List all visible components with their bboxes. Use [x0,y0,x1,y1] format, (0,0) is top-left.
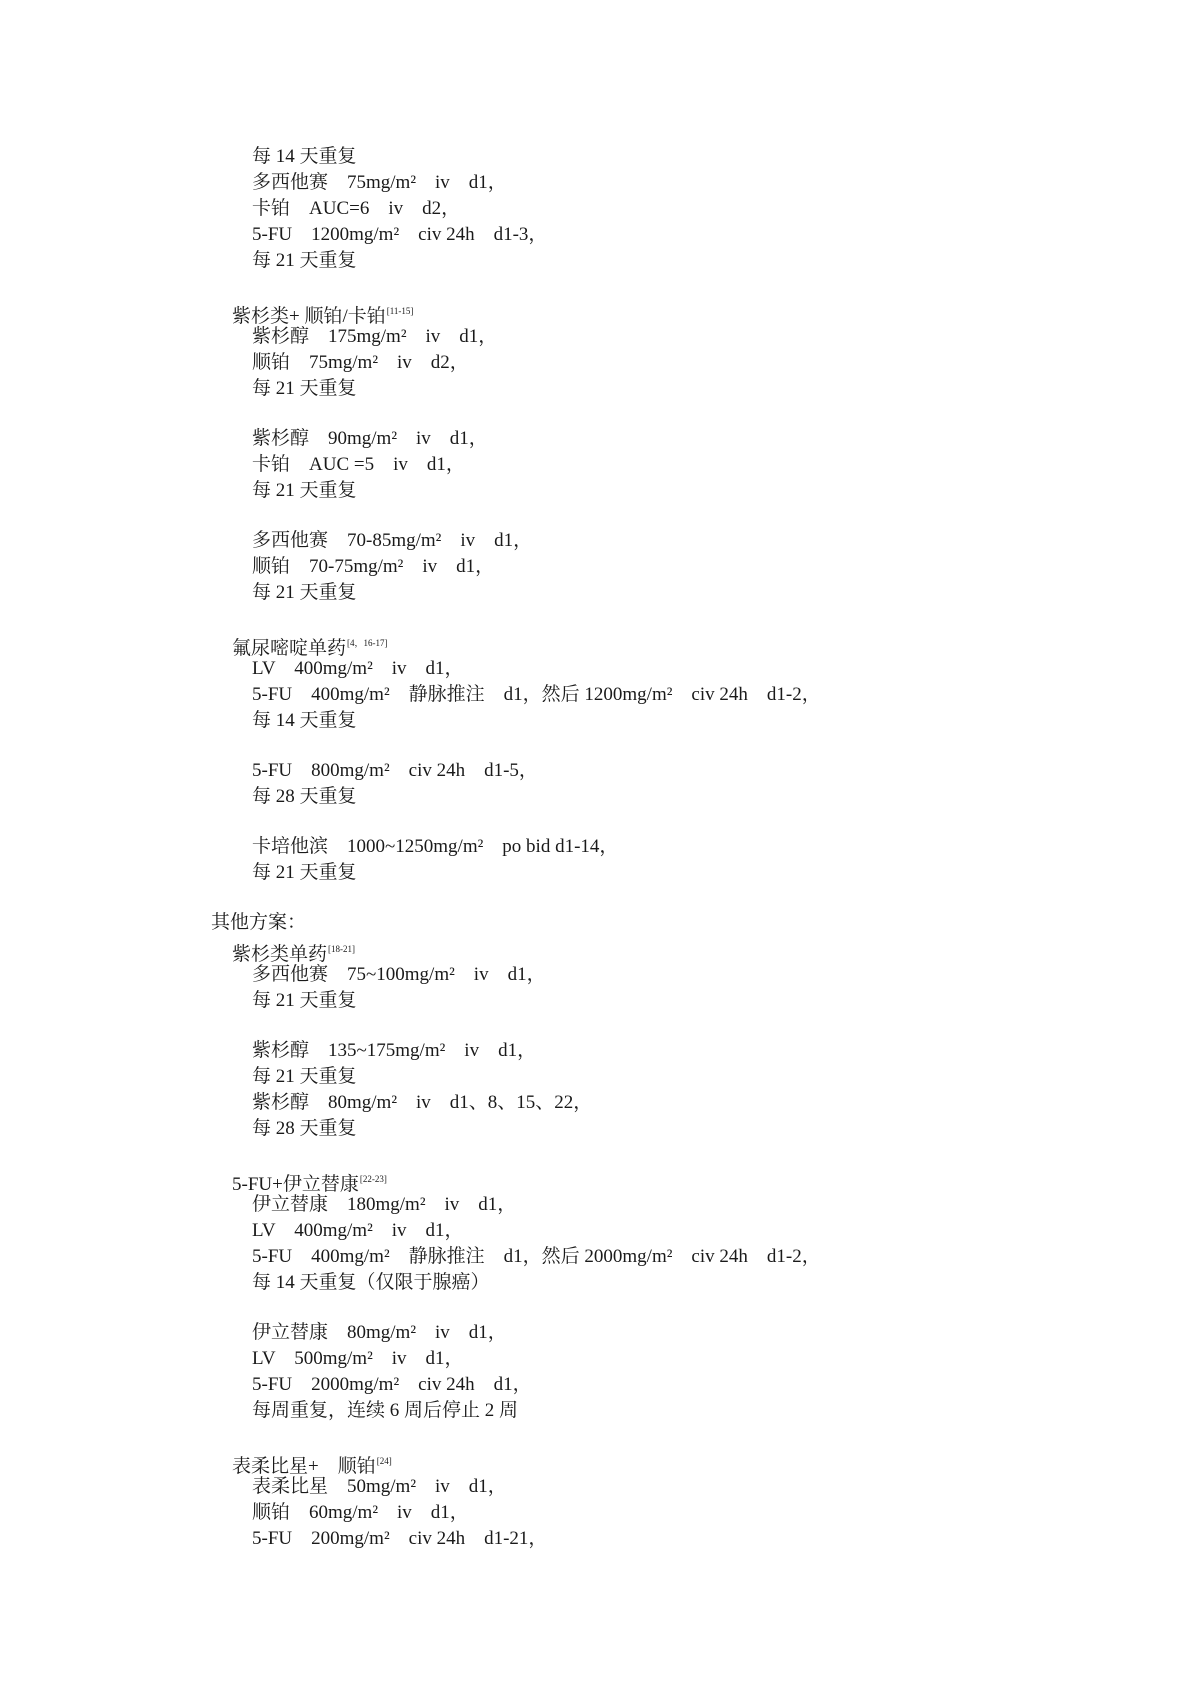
line-text: 顺铂 70-75mg/m² iv d1， [252,556,495,577]
line-text: 5-FU 400mg/m² 静脉推注 d1，然后 1200mg/m² civ 24h d1-2， [252,684,821,705]
regimen-line [252,990,357,1012]
regimen-line [252,710,357,732]
citation-ref: [18-21] [328,944,356,954]
line-text: 每 21 天重复 [252,1066,357,1087]
line-text: 每 21 天重复 [252,250,357,271]
regimen-line [252,428,488,450]
line-text: 5-FU 1200mg/m² civ 24h d1-3， [252,224,548,245]
line-text: 5-FU 800mg/m² civ 24h d1-5， [252,760,538,781]
line-text: 多西他赛 75mg/m² iv d1， [252,172,507,193]
regimen-line [252,146,357,168]
citation-ref: [22-23] [359,1174,387,1184]
regimen-line [252,862,357,884]
line-text: 5-FU 200mg/m² civ 24h d1-21， [252,1528,548,1549]
line-text: 伊立替康 180mg/m² iv d1， [252,1194,517,1215]
line-text: 表柔比星 50mg/m² iv d1， [252,1476,507,1497]
regimen-heading [232,1450,392,1478]
regimen-heading [232,300,413,328]
line-text: 卡培他滨 1000~1250mg/m² po bid d1-14， [252,836,619,857]
regimen-line [252,530,532,552]
line-text: 多西他赛 75~100mg/m² iv d1， [252,964,546,985]
line-text: 卡铂 AUC=6 iv d2， [252,198,461,219]
line-text: 每 14 天重复（仅限于腺癌） [252,1272,490,1293]
line-text: 每 21 天重复 [252,582,357,603]
line-text: 卡铂 AUC =5 iv d1， [252,454,465,475]
line-text: 其他方案： [211,912,307,933]
section-heading [211,912,306,934]
line-text: 顺铂 75mg/m² iv d2， [252,352,469,373]
regimen-line [252,480,357,502]
regimen-line [252,454,465,476]
line-text: 顺铂 60mg/m² iv d1， [252,1502,469,1523]
regimen-heading [232,938,355,966]
line-text: 紫杉醇 80mg/m² iv d1、8、15、22， [252,1092,593,1113]
line-text: 紫杉醇 175mg/m² iv d1， [252,326,498,347]
regimen-line [252,582,357,604]
regimen-line [252,1092,592,1114]
line-text: 每 21 天重复 [252,862,357,883]
regimen-line [252,964,546,986]
regimen-line [252,1220,464,1242]
regimen-line [252,1476,507,1498]
regimen-line [252,352,469,374]
regimen-line [252,1118,357,1140]
line-text: 5-FU 2000mg/m² civ 24h d1， [252,1374,532,1395]
regimen-line [252,556,494,578]
regimen-heading [232,632,388,660]
regimen-line [252,1066,357,1088]
regimen-line [252,1322,507,1344]
line-text: 伊立替康 80mg/m² iv d1， [252,1322,507,1343]
regimen-line [252,1040,536,1062]
regimen-line [252,658,464,680]
citation-ref: [24] [376,1456,392,1466]
line-text: 每 14 天重复 [252,710,357,731]
line-text: 每 21 天重复 [252,480,357,501]
line-text: 每 28 天重复 [252,786,357,807]
citation-ref: [11-15] [386,306,414,316]
regimen-line [252,836,618,858]
line-text: 表柔比星+ 顺铂 [232,1456,376,1477]
regimen-line [252,1246,821,1268]
regimen-line [252,1400,518,1422]
regimen-line [252,760,538,782]
line-text: 紫杉类单药 [232,944,328,965]
line-text: 多西他赛 70-85mg/m² iv d1， [252,530,533,551]
regimen-line [252,1528,547,1550]
regimen-line [252,786,357,808]
regimen-line [252,224,547,246]
regimen-heading [232,1168,387,1196]
regimen-line [252,1194,516,1216]
line-text: 紫杉类+ 顺铂/卡铂 [232,306,386,327]
line-text: 紫杉醇 135~175mg/m² iv d1， [252,1040,537,1061]
citation-ref: [4，16-17] [347,638,388,648]
line-text: 每 14 天重复 [252,146,357,167]
regimen-line [252,1502,469,1524]
regimen-line [252,378,357,400]
line-text: 氟尿嘧啶单药 [232,638,347,659]
line-text: LV 400mg/m² iv d1， [252,658,464,679]
line-text: 紫杉醇 90mg/m² iv d1， [252,428,488,449]
regimen-line [252,1374,532,1396]
regimen-line [252,326,497,348]
line-text: LV 400mg/m² iv d1， [252,1220,464,1241]
regimen-line [252,1348,464,1370]
regimen-line [252,198,460,220]
line-text: 每 21 天重复 [252,990,357,1011]
line-text: 每 21 天重复 [252,378,357,399]
line-text: 5-FU 400mg/m² 静脉推注 d1，然后 2000mg/m² civ 24h d1-2， [252,1246,821,1267]
line-text: 5-FU+伊立替康 [232,1174,359,1195]
line-text: 每 28 天重复 [252,1118,357,1139]
regimen-line [252,172,507,194]
line-text: 每周重复，连续 6 周后停止 2 周 [252,1400,519,1421]
regimen-line [252,684,821,706]
regimen-line [252,250,357,272]
regimen-line [252,1272,490,1294]
line-text: LV 500mg/m² iv d1， [252,1348,464,1369]
